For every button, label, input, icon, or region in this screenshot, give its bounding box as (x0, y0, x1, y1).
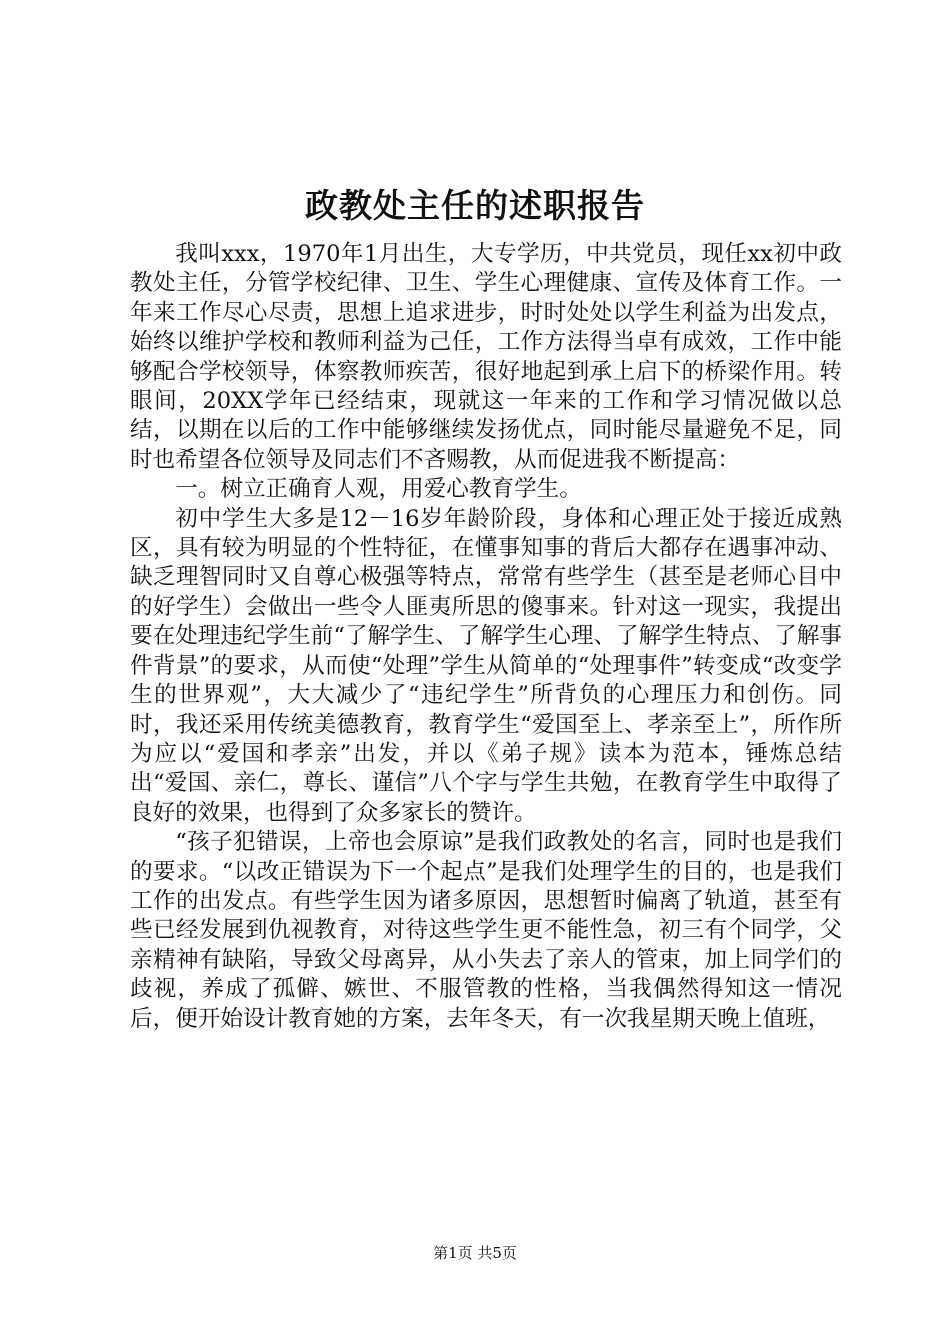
page-number-footer: 第1页 共5页 (433, 1244, 517, 1262)
paragraph-intro: 我叫xxx，1970年1月出生，大专学历，中共党员，现任xx初中政教处主任，分管学校纪律、卫生、学生心理健康、宣传及体育工作。一年来工作尽心尽责，思想上追求进步，时时处处以学生利益为出发点，始终以维护学校和教师利益为己任，工作方法得当卓有成效，工作中能够配合学校领导，体察教师疾苦，很好地起到承上启下的桥梁作用。转眼间，20XX学年已经结束，现就这一年来的工作和学习情况做以总结，以期在以后的工作中能够继续发扬优点，同时能尽量避免不足，同时也希望各位领导及同志们不吝赐教，从而促进我不断提高： (130, 241, 842, 473)
document-title: 政教处主任的述职报告 (305, 186, 645, 225)
paragraph-section-1-cont: “孩子犯错误，上帝也会原谅”是我们政教处的名言，同时也是我们的要求。“以改正错误为下一个起点”是我们处理学生的目的，也是我们工作的出发点。有些学生因为诸多原因，思想暂时偏离了轨道，甚至有些已经发展到仇视教育，对待这些学生更不能性急，初三有个同学，父亲精神有缺陷，导致父母离异，从小失去了亲人的管束，加上同学们的歧视，养成了孤僻、嫉世、不服管教的性格，当我偶然得知这一情况后，便开始设计教育她的方案，去年冬天，有一次我星期天晚上值班， (130, 829, 842, 1032)
document-body (130, 240, 842, 1034)
section-heading-1: 一。树立正确育人观，用爱心教育学生。 (175, 476, 582, 503)
paragraph-section-1: 初中学生大多是12－16岁年龄阶段，身体和心理正处于接近成熟区，具有较为明显的个性特征，在懂事知事的背后大都存在遇事冲动、缺乏理智同时又自尊心极强等特点，常常有些学生（甚至是老师心目中的好学生）会做出一些令人匪夷所思的傻事来。针对这一现实，我提出要在处理违纪学生前“了解学生、了解学生心理、了解学生特点、了解事件背景”的要求，从而使“处理”学生从简单的“处理事件”转变成“改变学生的世界观”，大大减少了“违纪学生”所背负的心理压力和创伤。同时，我还采用传统美德教育，教育学生“爱国至上、孝亲至上”，所作所为应以“爱国和孝亲”出发，并以《弟子规》读本为范本，锤炼总结出“爱国、亲仁，尊长、谨信”八个字与学生共勉，在教育学生中取得了良好的效果，也得到了众多家长的赞许。 (130, 505, 842, 826)
